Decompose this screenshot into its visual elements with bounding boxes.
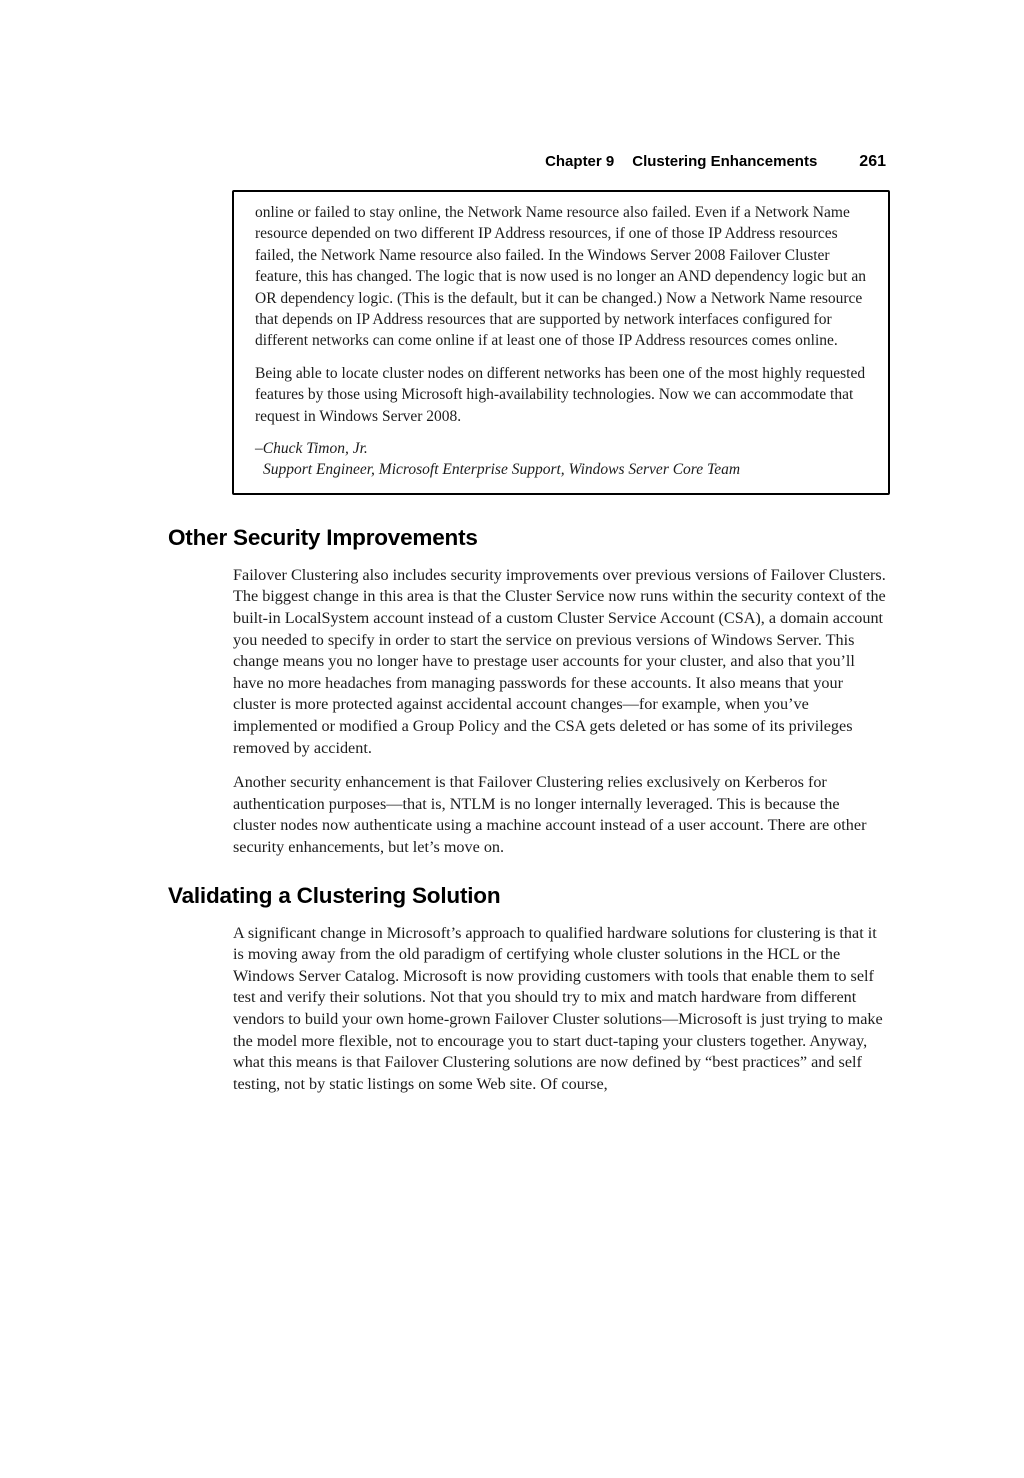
book-page — [0, 153, 1024, 1478]
body-paragraph: Failover Clustering also includes security improvements over previous versions of Failover Clusters. The biggest change in this area is that the Cluster Service now runs within the security context of the built-in LocalSystem account instead of a custom Cluster Service Account (CSA), a domain account you needed to specify in order to start the service on previous versions of Windows Server. This change means you no longer have to prestage user accounts for your cluster, and also that you’ll have no more headaches from managing passwords for these accounts. It also means that your cluster is more protected against accidental account changes—for example, when you’ve implemented or modified a Group Policy and the CSA gets deleted or has some of its privileges removed by accident. — [233, 565, 886, 757]
section-other-security-improvements — [0, 525, 1024, 859]
body-paragraph: Another security enhancement is that Failover Clustering relies exclusively on Kerberos for authentication purposes—that is, NTLM is no longer internally leveraged. This is because the cluster nodes now authenticate using a machine account instead of a user account. There are other security enhancements, but let’s move on. — [233, 773, 867, 856]
page-header — [0, 153, 886, 171]
chapter-title: Clustering Enhancements — [632, 153, 818, 170]
chapter-label: Chapter 9 — [545, 153, 615, 170]
section-heading: Other Security Improvements — [168, 524, 478, 550]
sidebar-paragraph: online or failed to stay online, the Network Name resource also failed. Even if a Network Name resource depended on two different IP Address resources, if one of those IP Address resources failed, the Network Name resource also failed. In the Windows Server 2008 Failover Cluster feature, this has changed. The logic that is now used is no longer an AND dependency logic but an OR dependency logic. (This is the default, but it can be changed.) Now a Network Name resource that depends on IP Address resources that are supported by network interfaces configured for different networks can come online if at least one of those IP Address resources comes online. — [255, 204, 866, 350]
section-validating-a-clustering-solution — [0, 883, 1024, 1096]
body-paragraph: A significant change in Microsoft’s approach to qualified hardware solutions for clustering is that it is moving away from the old paradigm of certifying whole cluster solutions in the HCL or the Windows Server Catalog. Microsoft is now providing customers with tools that enable them to self test and verify their solutions. Not that you should try to mix and match hardware from different vendors to build your own home-grown Failover Cluster solutions—Microsoft is just trying to make the model more flexible, not to encourage you to start duct-taping your clusters together. Anyway, what this means is that Failover Clustering solutions are now defined by “best practices” and self testing, not by static listings on some Web site. Of course, — [233, 923, 883, 1093]
section-heading: Validating a Clustering Solution — [168, 882, 501, 908]
attribution-role: Support Engineer, Microsoft Enterprise Support, Windows Server Core Team — [263, 461, 741, 479]
page-number: 261 — [859, 153, 886, 170]
attribution-name: –Chuck Timon, Jr. — [255, 440, 368, 458]
expert-sidebar-box — [232, 190, 890, 495]
sidebar-paragraph: Being able to locate cluster nodes on different networks has been one of the most highly requested features by those using Microsoft high-availability technologies. Now we can accommodate that request in Windows Server 2008. — [255, 364, 866, 425]
